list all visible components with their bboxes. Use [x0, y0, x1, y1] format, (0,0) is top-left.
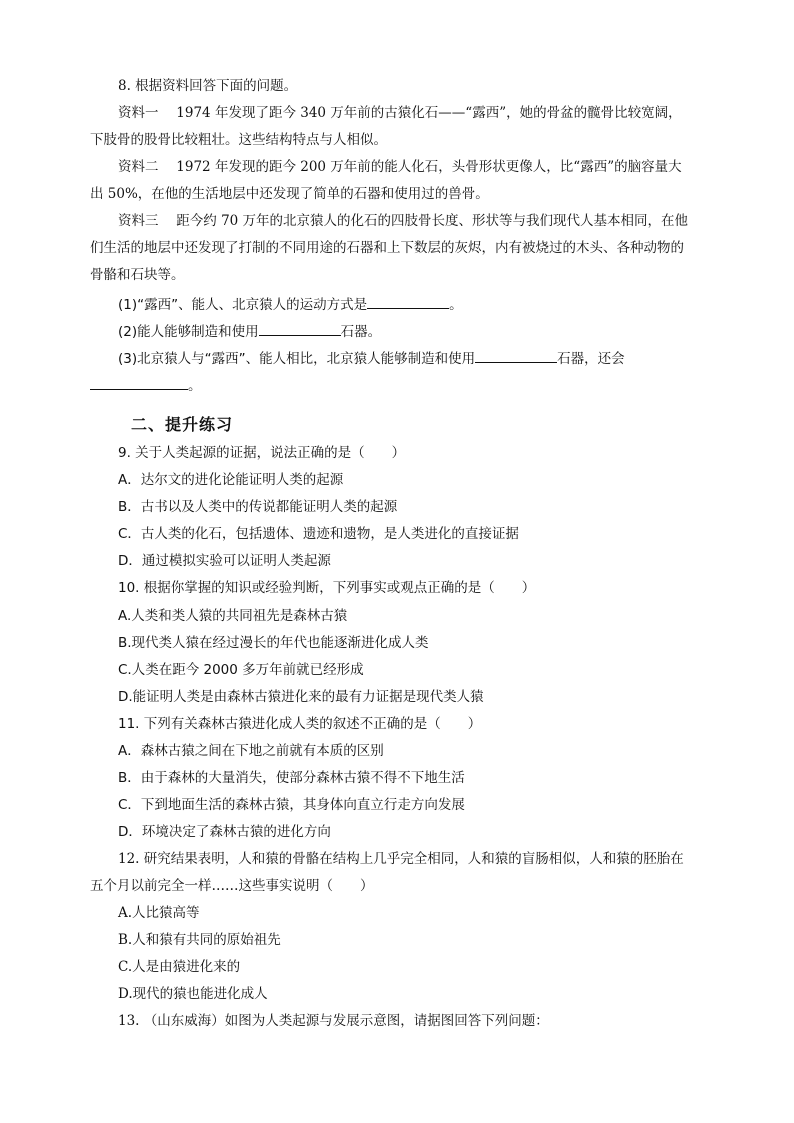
material-3-line-3: 骨骼和石块等。 — [90, 267, 185, 283]
question-9-option-a[interactable]: A．达尔文的进化论能证明人类的起源 — [118, 472, 344, 488]
subquestion-2-end: 石器。 — [340, 324, 382, 340]
material-3-line-2: 们生活的地层中还发现了打制的不同用途的石器和上下数层的灰烬，内有被烧过的木头、各种动物的 — [90, 240, 684, 256]
subquestion-3-mid: 石器，还会 — [557, 351, 625, 367]
subquestion-1-end: 。 — [449, 297, 463, 313]
material-3-line-1: 资料三 距今约 70 万年的北京猿人的化石的四肢骨长度、形状等与我们现代人基本相同，在他 — [118, 213, 689, 229]
question-8-stem: 8. 根据资料回答下面的问题。 — [118, 78, 298, 94]
subquestion-1 — [118, 294, 463, 315]
answer-blank-4[interactable] — [90, 375, 188, 390]
question-12-option-c[interactable]: C.人是由猿进化来的 — [118, 959, 241, 975]
question-9-option-b[interactable]: B．古书以及人类中的传说都能证明人类的起源 — [118, 499, 398, 515]
subquestion-3-continued — [90, 375, 202, 396]
question-11-option-c[interactable]: C．下到地面生活的森林古猿，其身体向直立行走方向发展 — [118, 797, 465, 813]
question-10-option-d[interactable]: D.能证明人类是由森林古猿进化来的最有力证据是现代类人猿 — [118, 689, 484, 705]
subquestion-3-end: 。 — [188, 378, 202, 394]
subquestion-1-text: (1)“露西”、能人、北京猿人的运动方式是 — [118, 297, 368, 313]
question-9-option-d[interactable]: D．通过模拟实验可以证明人类起源 — [118, 553, 331, 569]
question-11-option-a[interactable]: A．森林古猿之间在下地之前就有本质的区别 — [118, 743, 384, 759]
question-11-option-d[interactable]: D．环境决定了森林古猿的进化方向 — [118, 824, 331, 840]
material-2-line-2: 出 50%，在他的生活地层中还发现了简单的石器和使用过的兽骨。 — [90, 186, 489, 202]
question-12-option-b[interactable]: B.人和猿有共同的原始祖先 — [118, 932, 281, 948]
question-9-stem: 9. 关于人类起源的证据，说法正确的是（ ） — [118, 445, 406, 461]
subquestion-2-text: (2)能人能够制造和使用 — [118, 324, 259, 340]
subquestion-3 — [118, 348, 625, 369]
question-11-stem: 11. 下列有关森林古猿进化成人类的叙述不正确的是（ ） — [118, 716, 482, 732]
answer-blank-1[interactable] — [367, 294, 449, 309]
material-1-line-2: 下肢骨的股骨比较粗壮。这些结构特点与人相似。 — [90, 132, 387, 148]
material-1-line-1: 资料一 1974 年发现了距今 340 万年前的古猿化石——“露西”，她的骨盆的髋骨比较宽阔， — [118, 105, 682, 121]
subquestion-3-text: (3)北京猿人与“露西”、能人相比，北京猿人能够制造和使用 — [118, 351, 476, 367]
material-2-line-1: 资料二 1972 年发现的距今 200 万年前的能人化石，头骨形状更像人，比“露西”的脑容量大 — [118, 159, 682, 175]
question-10-stem: 10. 根据你掌握的知识或经验判断，下列事实或观点正确的是（ ） — [118, 580, 536, 596]
question-12-option-d[interactable]: D.现代的猿也能进化成人 — [118, 986, 268, 1002]
question-12-stem-line-2: 五个月以前完全一样……这些事实说明（ ） — [90, 878, 374, 894]
section-heading: 二、提升练习 — [131, 415, 234, 434]
question-12-option-a[interactable]: A.人比猿高等 — [118, 905, 200, 921]
question-10-option-a[interactable]: A.人类和类人猿的共同祖先是森林古猿 — [118, 608, 348, 624]
question-9-option-c[interactable]: C．古人类的化石，包括遗体、遗迹和遗物，是人类进化的直接证据 — [118, 526, 519, 542]
answer-blank-3[interactable] — [475, 348, 557, 363]
answer-blank-2[interactable] — [259, 321, 341, 336]
question-13-stem: 13. （山东威海）如图为人类起源与发展示意图，请据图回答下列问题： — [118, 1013, 549, 1029]
question-12-stem-line-1: 12. 研究结果表明，人和猿的骨骼在结构上几乎完全相同，人和猿的盲肠相似，人和猿的胚胎在 — [118, 851, 684, 867]
question-11-option-b[interactable]: B．由于森林的大量消失，使部分森林古猿不得不下地生活 — [118, 770, 465, 786]
question-10-option-b[interactable]: B.现代类人猿在经过漫长的年代也能逐渐进化成人类 — [118, 635, 429, 651]
subquestion-2 — [118, 321, 381, 342]
question-10-option-c[interactable]: C.人类在距今 2000 多万年前就已经形成 — [118, 662, 364, 678]
